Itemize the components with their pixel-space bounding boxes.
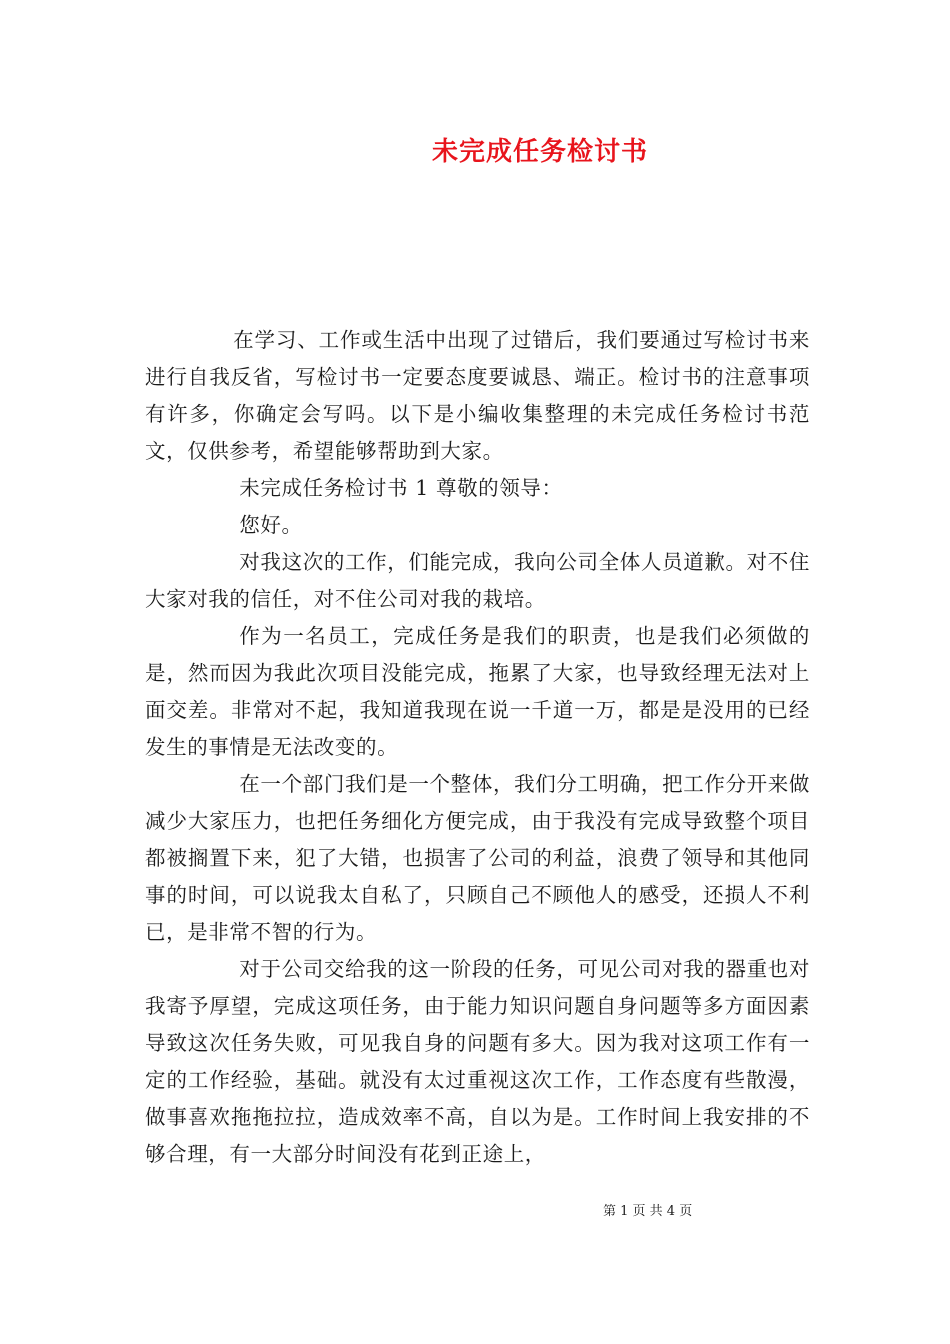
greeting: 您好。 [239,513,303,537]
page-number-footer: 第 1 页 共 4 页 [603,1204,693,1219]
intro-paragraph: 在学习、工作或生活中出现了过错后，我们要通过写检讨书来进行自我反省，写检讨书一定要态度要诚恳、端正。检讨书的注意事项有许多，你确定会写吗。以下是小编收集整理的未完成任务检讨书范文，仅供参考，希望能够帮助到大家。 [145,328,810,463]
body-paragraph: 在一个部门我们是一个整体，我们分工明确，把工作分开来做减少大家压力，也把任务细化方便完成，由于我没有完成导致整个项目都被搁置下来，犯了大错，也损害了公司的利益，浪费了领导和其他同事的时间，可以说我太自私了，只顾自己不顾他人的感受，还损人不利已，是非常不智的行为。 [145,772,810,944]
letter-heading: 未完成任务检讨书 1 尊敬的领导： [239,476,563,500]
document-title: 未完成任务检讨书 [431,137,648,167]
document-body [145,322,810,1173]
body-paragraph: 对于公司交给我的这一阶段的任务，可见公司对我的器重也对我寄予厚望，完成这项任务，由于能力知识问题自身问题等多方面因素导致这次任务失败，可见我自身的问题有多大。因为我对这项工作有一定的工作经验，基础。就没有太过重视这次工作，工作态度有些散漫，做事喜欢拖拖拉拉，造成效率不高，自以为是。工作时间上我安排的不够合理，有一大部分时间没有花到正途上， [145,957,810,1166]
body-paragraph: 对我这次的工作，们能完成，我向公司全体人员道歉。对不住大家对我的信任，对不住公司对我的栽培。 [145,550,810,611]
body-paragraph: 作为一名员工，完成任务是我们的职责，也是我们必须做的是，然而因为我此次项目没能完成，拖累了大家，也导致经理无法对上面交差。非常对不起，我知道我现在说一千道一万，都是是没用的已经发生的事情是无法改变的。 [145,624,810,759]
